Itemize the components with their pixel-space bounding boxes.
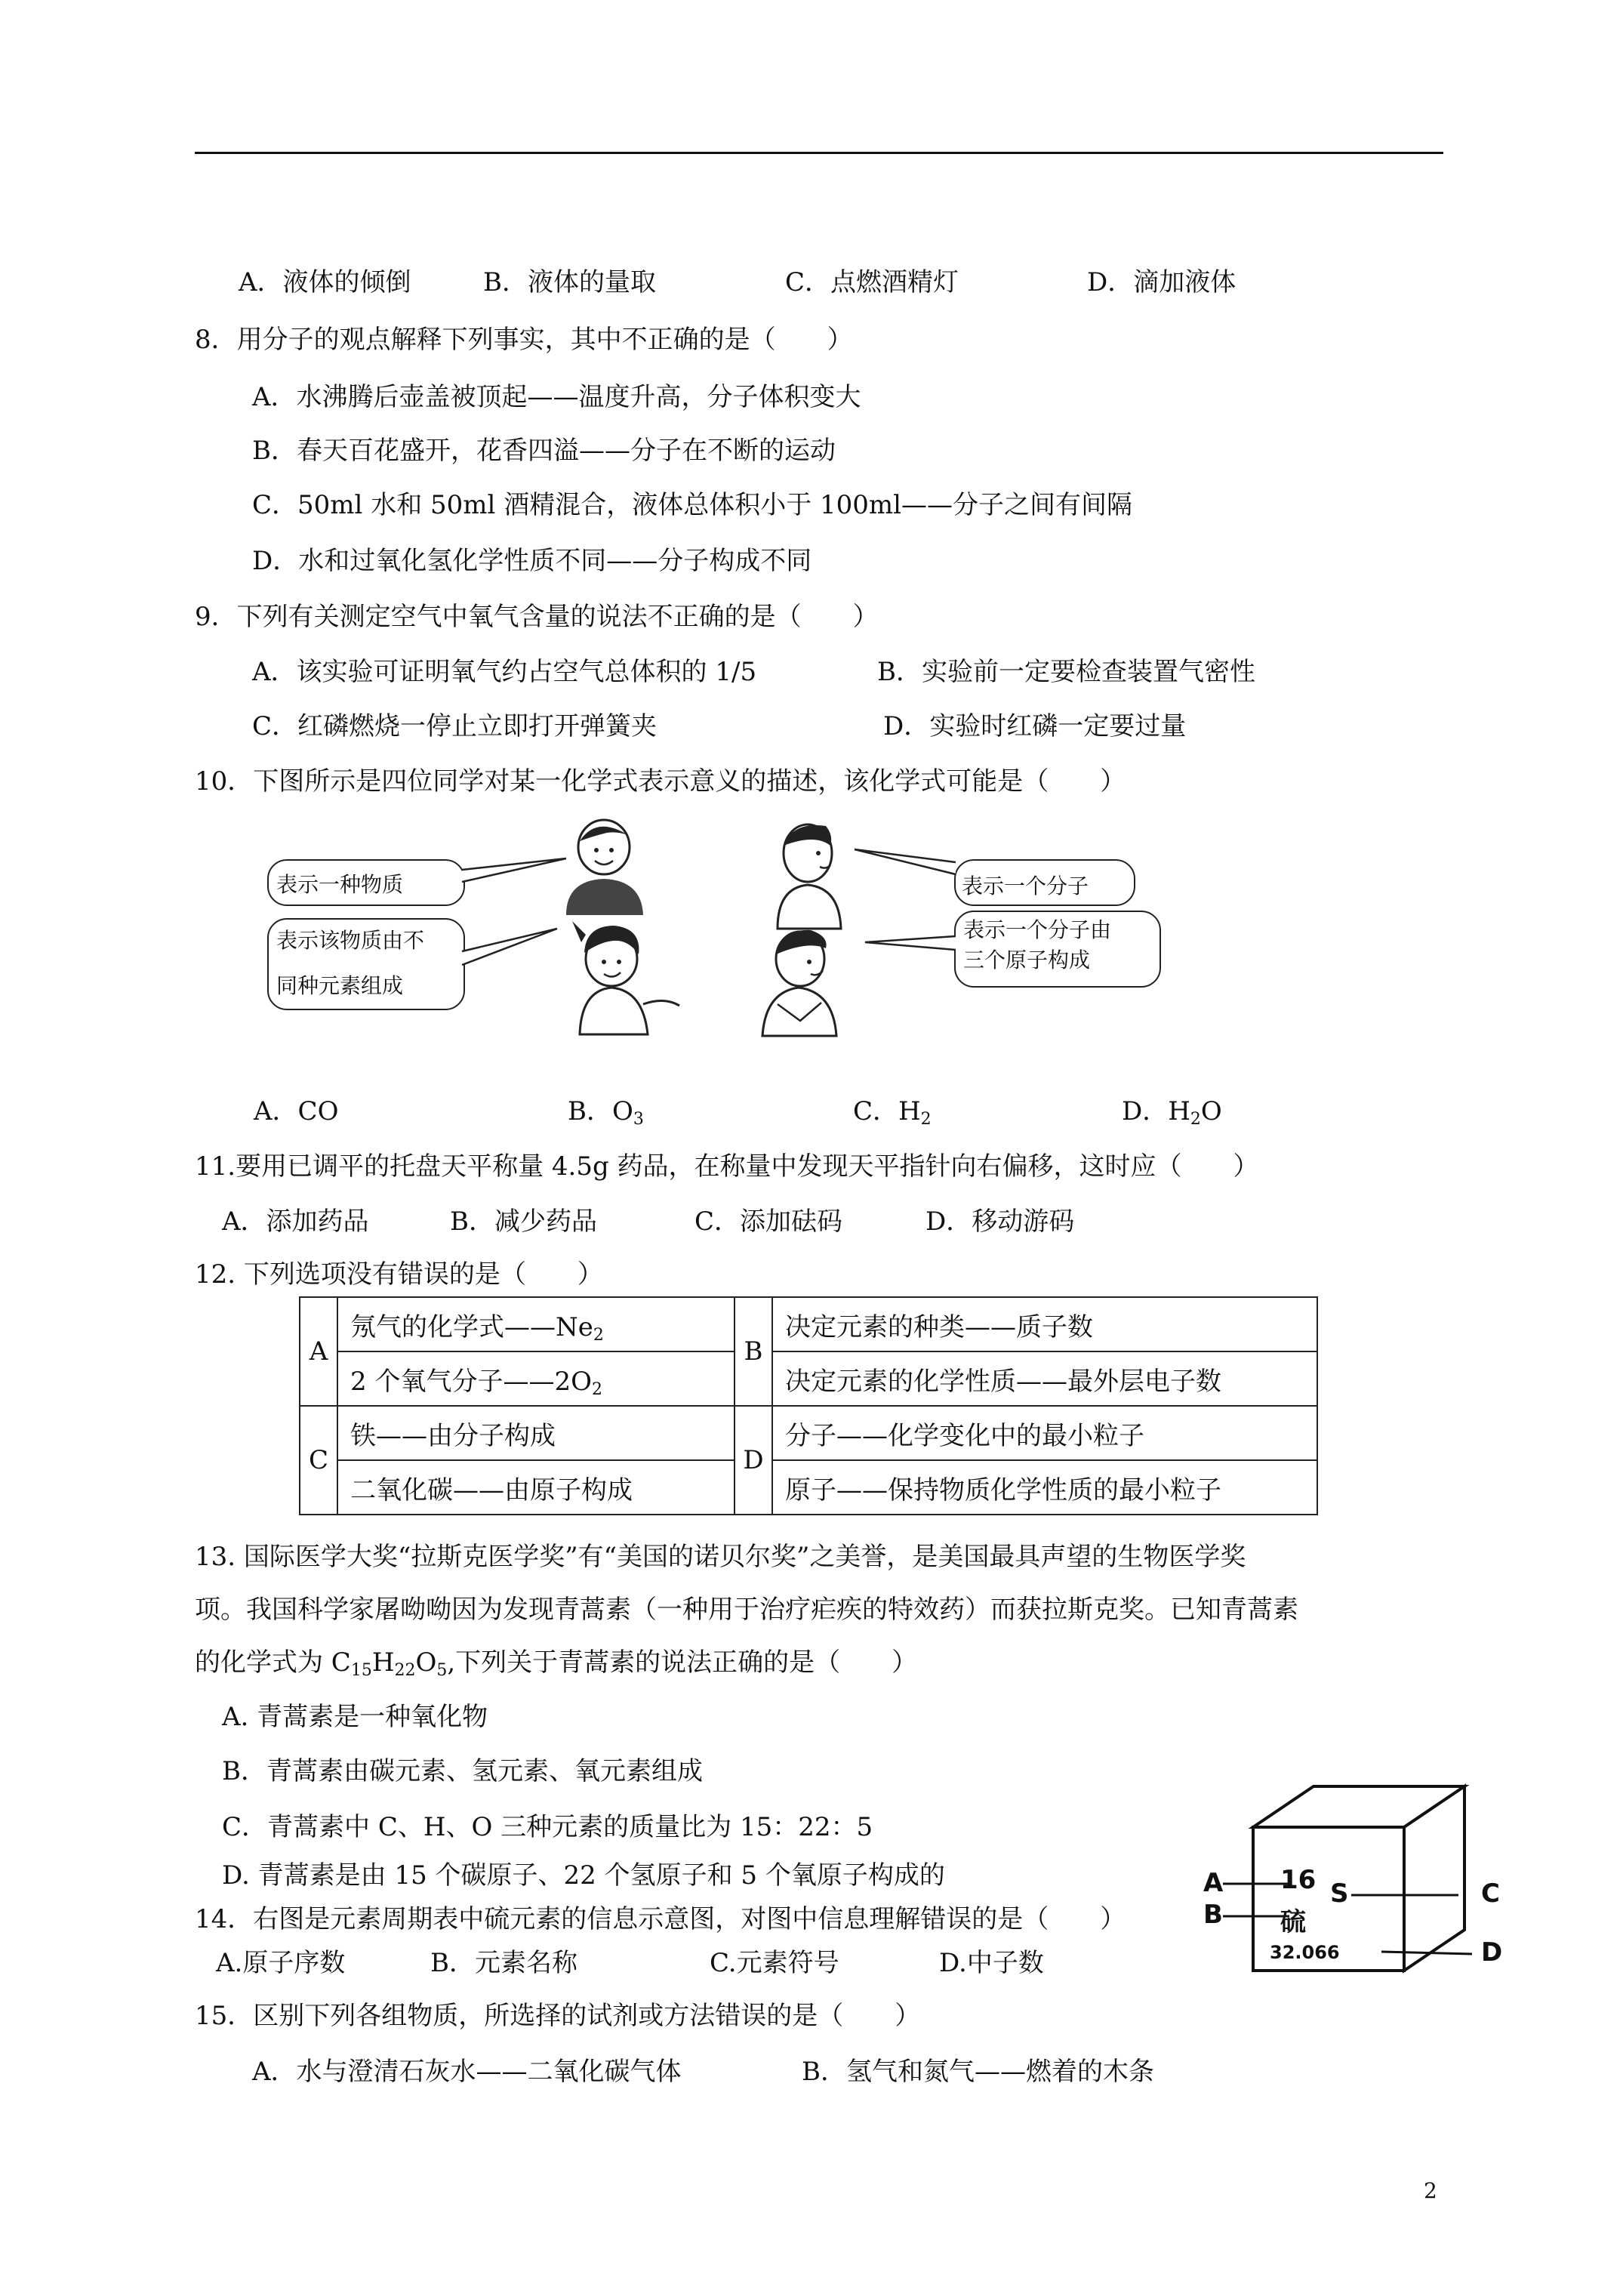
q14-option-a: A.原子序数 bbox=[216, 1948, 346, 1978]
q12-b-line2: 决定元素的化学性质——最外层电子数 bbox=[772, 1351, 1317, 1406]
label-d: D bbox=[1481, 1937, 1503, 1968]
q12-stem: 12. 下列选项没有错误的是（ ） bbox=[195, 1259, 603, 1290]
q12-d-line2: 原子——保持物质化学性质的最小粒子 bbox=[772, 1460, 1317, 1515]
bubble-elements-text-1: 表示该物质由不 bbox=[276, 928, 425, 953]
q12-key-c: C bbox=[300, 1406, 337, 1515]
q11-stem: 11.要用已调平的托盘天平称量 4.5g 药品，在称量中发现天平指针向右偏移，这时应（ ） bbox=[195, 1151, 1259, 1182]
label-b: B bbox=[1203, 1900, 1223, 1930]
q14-stem: 14．右图是元素周期表中硫元素的信息示意图，对图中信息理解错误的是（ ） bbox=[195, 1904, 1126, 1934]
q8-option-b: B．春天百花盛开，花香四溢——分子在不断的运动 bbox=[252, 436, 836, 466]
q8-option-a: A．水沸腾后壶盖被顶起——温度升高，分子体积变大 bbox=[252, 382, 861, 412]
q11-option-d: D．移动游码 bbox=[925, 1207, 1075, 1237]
q12-c-line1: 铁——由分子构成 bbox=[337, 1406, 735, 1460]
q13-line-2: 项。我国科学家屠呦呦因为发现青蒿素（一种用于治疗疟疾的特效药）而获拉斯克奖。已知青蒿素 bbox=[195, 1595, 1298, 1625]
bubble-one-molecule-text: 表示一个分子 bbox=[962, 874, 1089, 898]
q13-option-c: C．青蒿素中 C、H、O 三种元素的质量比为 15：22：5 bbox=[222, 1812, 873, 1842]
q13-option-d: D. 青蒿素是由 15 个碳原子、22 个氢原子和 5 个氧原子构成的 bbox=[222, 1860, 945, 1891]
page-number: 2 bbox=[1424, 2178, 1437, 2203]
label-c: C bbox=[1481, 1878, 1500, 1909]
atomic-number: 16 bbox=[1280, 1865, 1317, 1895]
bubble-tail-1 bbox=[462, 858, 566, 882]
q14-option-d: D.中子数 bbox=[939, 1948, 1044, 1978]
student-2-icon bbox=[778, 824, 841, 929]
q8-stem: 8．用分子的观点解释下列事实，其中不正确的是（ ） bbox=[195, 325, 853, 355]
q9-option-c: C．红磷燃烧一停止立即打开弹簧夹 bbox=[252, 711, 658, 741]
bubble-three-atoms-text-1: 表示一个分子由 bbox=[963, 917, 1112, 942]
q10-option-b: B．$O_3$ bbox=[568, 1096, 644, 1129]
bubble-elements-text-2: 同种元素组成 bbox=[276, 973, 404, 998]
q11-option-c: C．添加砝码 bbox=[694, 1207, 843, 1237]
q13-line-3: 的化学式为 $C_{15}H_{22}O_5$,下列关于青蒿素的说法正确的是（ ） bbox=[195, 1647, 918, 1680]
q12-options-table bbox=[299, 1296, 1318, 1515]
label-a: A bbox=[1203, 1868, 1224, 1898]
q15-option-a: A．水与澄清石灰水——二氧化碳气体 bbox=[252, 2057, 682, 2087]
q8-option-d: D．水和过氧化氢化学性质不同——分子构成不同 bbox=[252, 546, 812, 576]
q9-option-d: D．实验时红磷一定要过量 bbox=[883, 711, 1187, 741]
q12-key-d: D bbox=[735, 1406, 772, 1515]
header-rule bbox=[195, 152, 1443, 154]
q10-option-d: D．$H_2O$ bbox=[1122, 1096, 1222, 1129]
q10-option-a: A．CO bbox=[254, 1096, 339, 1126]
q10-students-illustration bbox=[453, 815, 981, 1042]
q11-option-a: A．添加药品 bbox=[222, 1207, 369, 1237]
bubble-tail-2 bbox=[462, 929, 557, 965]
q9-option-a: A．该实验可证明氧气约占空气总体积的 1/5 bbox=[252, 657, 757, 687]
q7-option-a: A．液体的倾倒 bbox=[239, 267, 411, 297]
q13-option-a: A. 青蒿素是一种氧化物 bbox=[222, 1702, 488, 1732]
q12-a-line2: 2 个氧气分子$——2O_2$ bbox=[337, 1351, 735, 1406]
q7-option-b: B．液体的量取 bbox=[483, 267, 656, 297]
q12-key-a: A bbox=[300, 1297, 337, 1406]
element-name: 硫 bbox=[1280, 1907, 1306, 1937]
q14-option-b: B．元素名称 bbox=[430, 1948, 577, 1978]
q12-c-line2: 二氧化碳——由原子构成 bbox=[337, 1460, 735, 1515]
q13-option-b: B．青蒿素由碳元素、氢元素、氧元素组成 bbox=[222, 1756, 703, 1786]
q12-d-line1: 分子——化学变化中的最小粒子 bbox=[772, 1406, 1317, 1460]
q7-option-c: C．点燃酒精灯 bbox=[785, 267, 959, 297]
q13-line-1: 13. 国际医学大奖“拉斯克医学奖”有“美国的诺贝尔奖”之美誉，是美国最具声望的生物医学奖 bbox=[195, 1542, 1246, 1572]
q12-a-line1: 氖气的化学式$——Ne_2$ bbox=[337, 1297, 735, 1351]
bubble-tail-3 bbox=[855, 849, 956, 874]
q11-option-b: B．减少药品 bbox=[450, 1207, 597, 1237]
q10-stem: 10．下图所示是四位同学对某一化学式表示意义的描述，该化学式可能是（ ） bbox=[195, 766, 1126, 797]
q14-option-c: C.元素符号 bbox=[710, 1948, 839, 1978]
student-1-icon bbox=[566, 820, 643, 915]
q12-key-b: B bbox=[735, 1297, 772, 1406]
q9-stem: 9．下列有关测定空气中氧气含量的说法不正确的是（ ） bbox=[195, 602, 879, 632]
element-cube-outline bbox=[1193, 1782, 1510, 1993]
student-4-icon bbox=[762, 930, 836, 1036]
q9-option-b: B．实验前一定要检查装置气密性 bbox=[877, 657, 1255, 687]
q7-option-d: D．滴加液体 bbox=[1087, 267, 1236, 297]
q15-stem: 15．区别下列各组物质，所选择的试剂或方法错误的是（ ） bbox=[195, 2001, 921, 2031]
student-3-icon bbox=[572, 921, 679, 1034]
atomic-mass: 32.066 bbox=[1270, 1942, 1340, 1963]
bubble-one-substance-text: 表示一种物质 bbox=[276, 872, 404, 897]
bubble-tail-4 bbox=[865, 936, 956, 950]
bubble-three-atoms-text-2: 三个原子构成 bbox=[963, 948, 1091, 972]
q8-option-c: C．50ml 水和 50ml 酒精混合，液体总体积小于 100ml——分子之间有间隔 bbox=[252, 490, 1133, 520]
q15-option-b: B．氢气和氮气——燃着的木条 bbox=[802, 2057, 1154, 2087]
element-symbol: S bbox=[1330, 1878, 1349, 1909]
q12-b-line1: 决定元素的种类——质子数 bbox=[772, 1297, 1317, 1351]
q10-option-c: C．$H_2$ bbox=[853, 1096, 932, 1129]
